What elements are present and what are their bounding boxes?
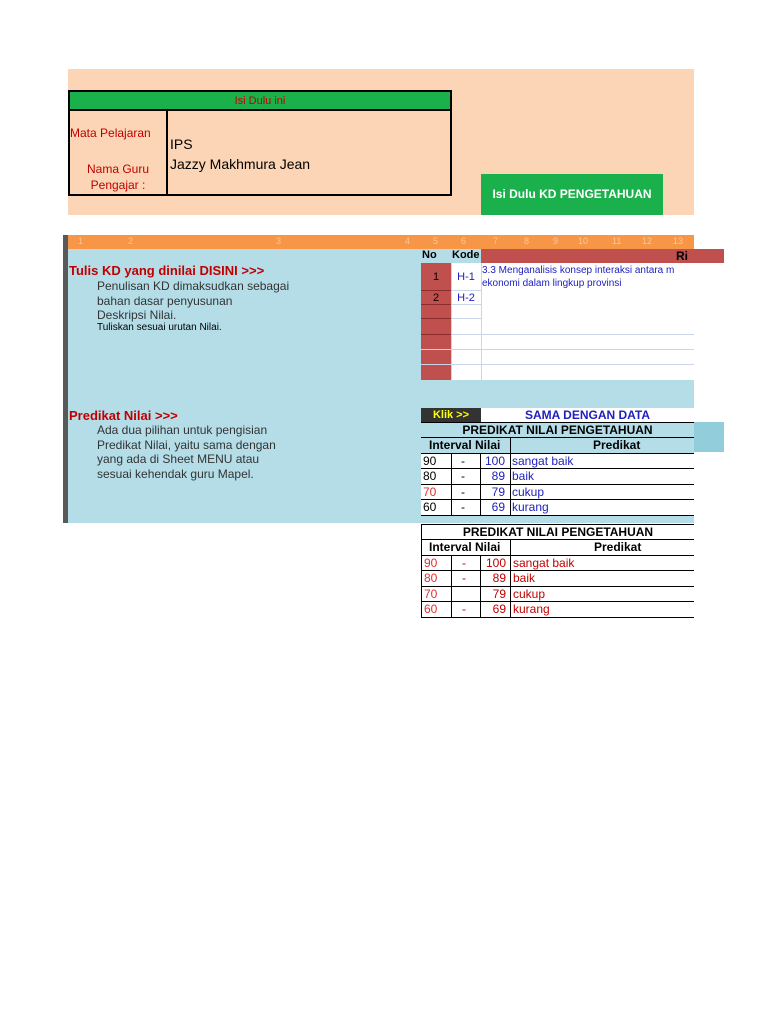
col-divider bbox=[480, 587, 481, 602]
teacher-label bbox=[70, 161, 166, 193]
interval-col-header: Interval Nilai bbox=[429, 438, 501, 452]
predikat-table-title: PREDIKAT NILAI PENGETAHUAN bbox=[421, 422, 694, 437]
kd-desc-line: Deskripsi Nilai. bbox=[97, 308, 177, 323]
info-divider bbox=[166, 111, 168, 194]
predikat-table-header bbox=[421, 437, 694, 454]
col-divider bbox=[510, 500, 511, 515]
col-divider bbox=[451, 556, 452, 571]
interval-max[interactable]: 69 bbox=[492, 602, 506, 617]
teacher-value[interactable]: Jazzy Makhmura Jean bbox=[170, 156, 311, 172]
table-row[interactable] bbox=[422, 556, 694, 572]
col-divider bbox=[510, 454, 511, 469]
predikat-label: cukup bbox=[512, 484, 545, 499]
kd-pengetahuan-button[interactable]: Isi Dulu KD PENGETAHUAN bbox=[481, 174, 663, 215]
col-divider bbox=[510, 571, 511, 586]
ruler-num: 11 bbox=[612, 236, 622, 246]
interval-max: 69 bbox=[491, 500, 505, 515]
interval-min: 90 bbox=[423, 453, 437, 468]
kd-col-r: Ri bbox=[676, 249, 688, 263]
kd-row-no: 1 bbox=[432, 271, 440, 283]
ruler-num: 6 bbox=[461, 236, 467, 246]
highlight-cell bbox=[694, 422, 724, 452]
kd-empty-row bbox=[421, 335, 694, 350]
column-ruler bbox=[63, 235, 694, 249]
kd-col-no: No bbox=[421, 249, 452, 263]
col-divider bbox=[510, 469, 511, 484]
interval-col-header: Interval Nilai bbox=[429, 540, 501, 554]
col-divider bbox=[451, 602, 452, 617]
predikat-rows bbox=[421, 454, 694, 516]
table-row[interactable] bbox=[422, 571, 694, 587]
col-divider bbox=[451, 485, 452, 500]
col-divider bbox=[451, 454, 452, 469]
kd-empty-row bbox=[421, 350, 694, 365]
interval-min[interactable]: 80 bbox=[424, 571, 438, 586]
predikat-label[interactable]: cukup bbox=[513, 586, 546, 601]
col-divider bbox=[510, 556, 511, 571]
predikat-table-custom bbox=[421, 524, 694, 618]
kd-empty-row bbox=[421, 305, 451, 319]
kd-empty-row bbox=[451, 319, 694, 335]
ruler-num: 13 bbox=[673, 236, 684, 246]
predikat-label[interactable]: baik bbox=[513, 571, 536, 586]
interval-sep: - bbox=[462, 555, 466, 570]
col-divider bbox=[480, 454, 481, 469]
kd-section-title: Tulis KD yang dinilai DISINI >>> bbox=[69, 263, 265, 278]
klik-button[interactable]: Klik >> bbox=[421, 408, 481, 422]
kd-col-kode: Kode bbox=[451, 249, 482, 263]
teacher-label-text: Nama Guru Pengajar : bbox=[86, 162, 150, 192]
fill-first-header: Isi Dulu ini bbox=[70, 92, 450, 111]
kd-section-desc bbox=[97, 279, 327, 323]
kd-desc-line: bahan dasar penyusunan bbox=[97, 293, 233, 308]
ruler-num: 12 bbox=[642, 236, 653, 246]
subject-label: Mata Pelajaran bbox=[70, 126, 151, 140]
predikat-label: kurang bbox=[512, 500, 549, 515]
predikat-col-header: Predikat bbox=[594, 540, 642, 554]
col-divider bbox=[480, 485, 481, 500]
interval-min: 70 bbox=[423, 484, 437, 499]
table-row[interactable] bbox=[422, 602, 694, 618]
col-divider bbox=[510, 485, 511, 500]
kd-empty-row bbox=[421, 319, 451, 335]
kd-row-kode[interactable]: H-1 bbox=[451, 263, 481, 291]
interval-sep: - bbox=[461, 484, 465, 499]
interval-max[interactable]: 79 bbox=[492, 586, 506, 601]
kd-table bbox=[421, 249, 694, 380]
interval-max: 100 bbox=[484, 453, 505, 468]
interval-sep: - bbox=[461, 469, 465, 484]
kd-empty-row bbox=[451, 305, 481, 319]
kd-row-no: 2 bbox=[432, 292, 440, 304]
predikat-label[interactable]: kurang bbox=[513, 602, 550, 617]
predikat-desc-line: Ada dua pilihan untuk pengisian bbox=[97, 423, 268, 437]
ruler-num: 4 bbox=[405, 236, 411, 246]
predikat-label: sangat baik bbox=[512, 453, 574, 468]
ruler-num: 1 bbox=[78, 236, 84, 246]
kd-row-kode[interactable]: H-2 bbox=[451, 291, 481, 305]
col-divider bbox=[510, 587, 511, 602]
predikat-section-desc bbox=[97, 423, 327, 481]
col-divider bbox=[451, 587, 452, 602]
col-divider bbox=[510, 438, 511, 453]
subject-value[interactable]: IPS bbox=[170, 136, 193, 152]
predikat-desc-line: yang ada di Sheet MENU atau bbox=[97, 452, 260, 467]
kd-desc-line: Penulisan KD dimaksudkan sebagai bbox=[97, 279, 290, 293]
col-divider bbox=[480, 556, 481, 571]
interval-max[interactable]: 100 bbox=[485, 555, 506, 570]
ruler-num: 2 bbox=[128, 236, 134, 246]
interval-max: 89 bbox=[491, 469, 505, 484]
interval-sep: - bbox=[462, 571, 466, 586]
table-row bbox=[421, 454, 694, 470]
table-row bbox=[421, 500, 694, 516]
col-divider bbox=[480, 500, 481, 515]
interval-sep: - bbox=[461, 453, 465, 468]
col-divider bbox=[451, 500, 452, 515]
predikat-desc-line: Predikat Nilai, yaitu sama dengan bbox=[97, 437, 276, 452]
kd-row-no-cell bbox=[421, 263, 451, 291]
left-border-bar bbox=[63, 235, 68, 523]
predikat-desc-line: sesuai kehendak guru Mapel. bbox=[97, 466, 254, 481]
info-box bbox=[68, 90, 452, 196]
col-divider bbox=[451, 469, 452, 484]
ruler-num: 8 bbox=[524, 236, 530, 246]
interval-min[interactable]: 90 bbox=[424, 555, 438, 570]
col-divider bbox=[451, 571, 452, 586]
interval-max[interactable]: 89 bbox=[492, 571, 506, 586]
predikat-section-title: Predikat Nilai >>> bbox=[69, 408, 178, 423]
table-row bbox=[421, 469, 694, 485]
ruler-num: 10 bbox=[578, 236, 589, 246]
interval-sep: - bbox=[462, 602, 466, 617]
predikat-label[interactable]: sangat baik bbox=[513, 555, 575, 570]
col-divider bbox=[480, 571, 481, 586]
interval-min: 80 bbox=[423, 469, 437, 484]
predikat-table-menu bbox=[421, 422, 694, 516]
predikat-label: baik bbox=[512, 469, 535, 484]
col-divider bbox=[480, 602, 481, 617]
table-row[interactable] bbox=[422, 587, 694, 603]
interval-sep: - bbox=[461, 500, 465, 515]
ruler-num: 5 bbox=[433, 236, 439, 246]
predikat-col-header: Predikat bbox=[593, 438, 641, 452]
col-divider bbox=[510, 602, 511, 617]
predikat-table-title: PREDIKAT NILAI PENGETAHUAN bbox=[422, 524, 694, 539]
table-row bbox=[421, 485, 694, 501]
predikat-table-header bbox=[422, 539, 694, 556]
kd-row-text[interactable]: 3.3 Menganalisis konsep interaksi antara m ekonomi dalam lingkup provinsi bbox=[482, 265, 675, 289]
kd-row-no-cell bbox=[421, 291, 451, 305]
ruler-num: 9 bbox=[553, 236, 559, 246]
interval-max: 79 bbox=[491, 484, 505, 499]
ruler-num: 3 bbox=[276, 236, 282, 246]
same-data-label: SAMA DENGAN DATA bbox=[481, 408, 694, 422]
ruler-num: 7 bbox=[493, 236, 499, 246]
interval-min[interactable]: 60 bbox=[424, 602, 438, 617]
interval-min: 60 bbox=[423, 500, 437, 515]
interval-min[interactable]: 70 bbox=[424, 586, 438, 601]
col-divider bbox=[510, 540, 511, 555]
col-divider bbox=[480, 469, 481, 484]
kd-section-note: Tuliskan sesuai urutan Nilai. bbox=[97, 322, 222, 333]
